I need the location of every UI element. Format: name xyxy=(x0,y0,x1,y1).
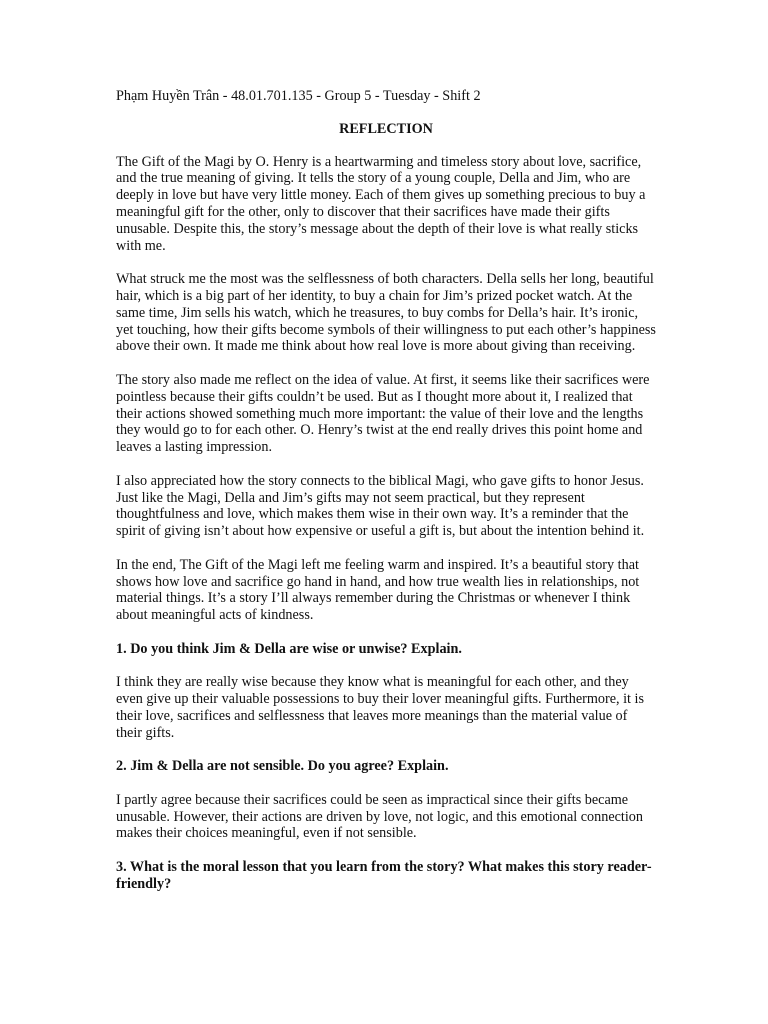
answer-2: I partly agree because their sacrifices could be seen as impractical since their gifts became unusable. However, their actions are driven by love, not logic, and this emotional connection makes their choices meaningful, even if not sensible. xyxy=(116,791,643,842)
document-header: Phạm Huyền Trân - 48.01.701.135 - Group 5 - Tuesday - Shift 2 xyxy=(116,88,481,104)
reflection-paragraph-5: In the end, The Gift of the Magi left me feeling warm and inspired. It’s a beautiful story that shows how love and sacrifice go hand in hand, and how true wealth lies in relationships, not material things. It’s a story I’ll always remember during the Christmas or whenever I think about meaningful acts of kindness. xyxy=(116,556,640,624)
reflection-paragraph-2: What struck me the most was the selflessness of both characters. Della sells her long, beautiful hair, which is a big part of her identity, to buy a chain for Jim’s prized pocket watch. At the same time, Jim sells his watch, which he treasures, to buy combs for Della’s hair. It’s ironic, yet touching, how their gifts become symbols of their willingness to put each other’s happiness above their own. It made me think about how real love is more about giving than receiving. xyxy=(116,271,656,355)
question-2: 2. Jim & Della are not sensible. Do you agree? Explain. xyxy=(116,758,449,775)
reflection-paragraph-3: The story also made me reflect on the idea of value. At first, it seems like their sacrifices were pointless because their gifts couldn’t be used. But as I thought more about it, I realized that their actions showed something much more important: the value of their love and the lengths they would go to for each other. O. Henry’s twist at the end really drives this point home and leaves a lasting impression. xyxy=(116,371,650,456)
question-1: 1. Do you think Jim & Della are wise or unwise? Explain. xyxy=(116,640,462,657)
reflection-paragraph-4: I also appreciated how the story connects to the biblical Magi, who gave gifts to honor Jesus. Just like the Magi, Della and Jim’s gifts may not seem practical, but they represent thoughtfulness and love, which makes them wise in their own way. It’s a reminder that the spirit of giving isn’t about how expensive or useful a gift is, but about the intention behind it. xyxy=(116,472,645,540)
document-page xyxy=(116,88,656,909)
document-title: REFLECTION xyxy=(339,120,433,137)
reflection-paragraph-1: The Gift of the Magi by O. Henry is a heartwarming and timeless story about love, sacrifice, and the true meaning of giving. It tells the story of a young couple, Della and Jim, who are deeply in love but have very little money. Each of them gives up something precious to buy a meaningful gift for the other, only to discover that their sacrifices have made their gifts unusable. Despite this, the story’s message about the depth of their love is what really sticks with me. xyxy=(116,153,646,254)
answer-1: I think they are really wise because they know what is meaningful for each other, and they even give up their valuable possessions to buy their lover meaningful gifts. Furthermore, it is their love, sacrifices and selflessness that leaves more meanings than the material value of their gifts. xyxy=(116,674,644,741)
question-3: 3. What is the moral lesson that you learn from the story? What makes this story reader-friendly? xyxy=(116,859,652,892)
